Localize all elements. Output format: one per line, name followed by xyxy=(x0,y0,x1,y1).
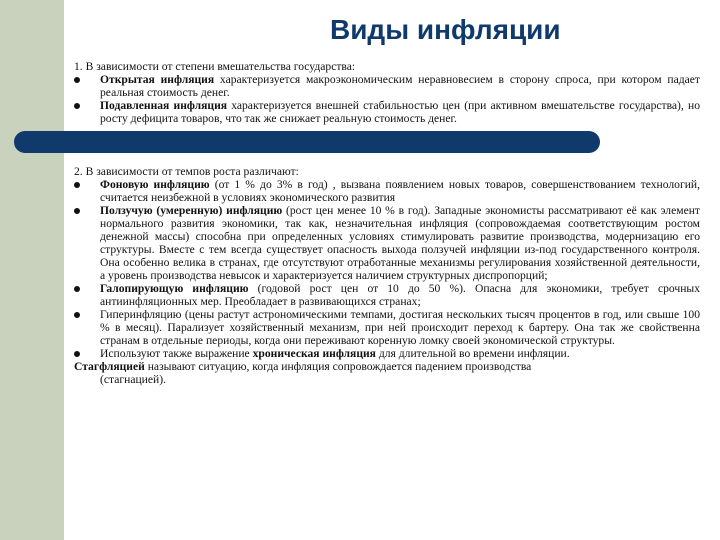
slide-title: Виды инфляции xyxy=(330,14,561,45)
item-text: характеризуется внешней стабильностью цен (при активном вмешательстве государства), но росту дефицита товаров, что так же снижает реальную стоимость денег. xyxy=(100,99,701,125)
section-2-heading: 2. В зависимости от темпов роста различают: xyxy=(74,165,299,178)
item-term: Галопирующую инфляцию xyxy=(100,282,249,295)
footer-term: Стагфляцией xyxy=(74,360,145,373)
bullet-icon xyxy=(74,312,80,318)
list-item xyxy=(74,347,700,360)
section-2-list xyxy=(74,178,700,360)
section-1-heading: 1. В зависимости от степени вмешательства государства: xyxy=(74,60,356,73)
item-suffix: для длительной во времени инфляции. xyxy=(375,347,570,360)
list-item xyxy=(74,204,700,282)
footer-indent: (стагнацией). xyxy=(100,373,166,386)
item-term: хроническая инфляция xyxy=(252,347,376,360)
item-term: Открытая инфляция xyxy=(100,73,215,86)
item-term: Фоновую инфляцию xyxy=(100,178,210,191)
section-1-list xyxy=(74,73,700,125)
list-item xyxy=(74,308,700,347)
item-text: характеризуется макроэкономическим неравновесием в сторону спроса, при котором падает реальная стоимость денег. xyxy=(100,73,700,99)
bullet-icon xyxy=(74,208,80,214)
item-term: Подавленная инфляция xyxy=(100,99,228,112)
bullet-icon xyxy=(74,286,80,292)
footer-line xyxy=(74,360,700,373)
bullet-icon xyxy=(74,182,80,188)
footer-text: называют ситуацию, когда инфляция сопровождается падением производства xyxy=(144,360,532,373)
item-text: Гиперинфляцию (цены растут астрономическими темпами, достигая нескольких тысяч процентов в год, или свыше 100 % в месяц). Парализует хозяйственный механизм, при ней происходит переход к бартеру. Она так же свойственна странам в отдельные периоды, когда они переживают коренную ломку своей экономической структуры. xyxy=(100,308,700,347)
decorative-left-band xyxy=(0,0,64,540)
divider-wrap xyxy=(74,129,700,165)
list-item xyxy=(74,73,700,99)
section-divider-bar xyxy=(14,131,600,153)
item-text: (годовой рост цен от 10 до 50 %). Опасна для экономики, требует срочных антиинфляционных мер. Преобладает в развивающихся странах; xyxy=(100,282,700,308)
bullet-icon xyxy=(74,351,80,357)
item-term: Ползучую (умеренную) инфляцию xyxy=(100,204,283,217)
list-item xyxy=(74,99,700,125)
item-text: (от 1 % до 3% в год) , вызвана появлением новых товаров, совершенствованием технологий, считается неизбежной в условиях экономического развития xyxy=(100,178,701,204)
item-prefix: Используют также выражение xyxy=(100,347,253,360)
bullet-icon xyxy=(74,77,80,83)
slide-body xyxy=(74,60,700,386)
bullet-icon xyxy=(74,103,80,109)
item-text: (рост цен менее 10 % в год). Западные экономисты рассматривают её как элемент нормального развития экономики, так как, незначительная инфляция (сопровождаемая соответствующим ростом денежной массы) способна при определенных условиях стимулировать развитие производства, модернизацию его структуры. Вместе с тем всегда существует опасность выхода ползучей инфляции из-под государственного контроля. Она особенно велика в странах, где отсутствуют отработанные механизмы регулирования хозяйственной деятельности, а уровень производства невысок и характеризуется наличием структурных диспропорций; xyxy=(100,204,700,282)
list-item xyxy=(74,282,700,308)
list-item xyxy=(74,178,700,204)
